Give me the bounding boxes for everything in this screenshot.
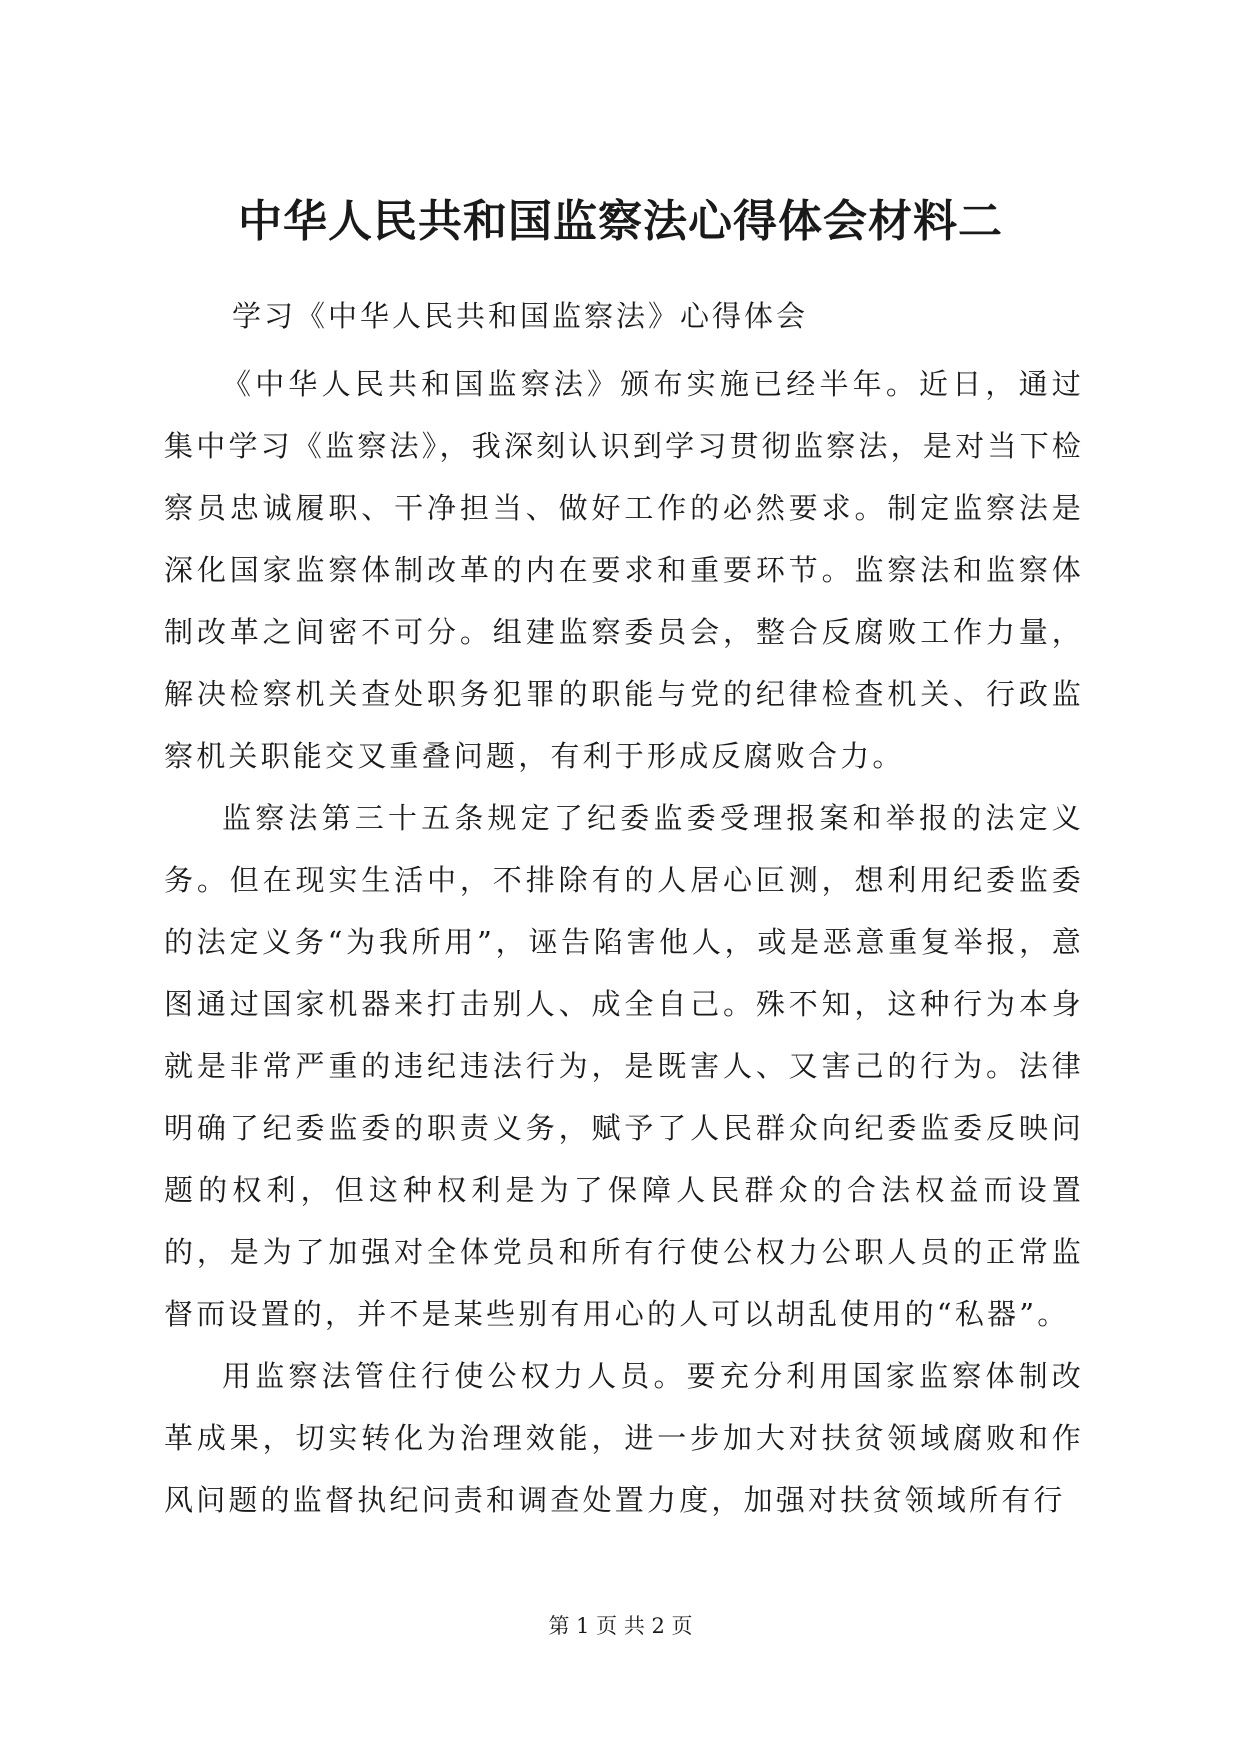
page-footer xyxy=(0,1611,1241,1641)
document-subtitle: 学习《中华人民共和国监察法》心得体会 xyxy=(232,299,809,333)
paragraph: 用监察法管住行使公权力人员。要充分利用国家监察体制改革成果，切实转化为治理效能，进一步加大对扶贫领域腐败和作风问题的监督执纪问责和调查处置力度，加强对扶贫领域所有行 xyxy=(164,1359,1084,1517)
page-number-label: 第 1 页 共 2 页 xyxy=(548,1614,693,1638)
paragraph: 《中华人民共和国监察法》颁布实施已经半年。近日，通过集中学习《监察法》，我深刻认识到学习贯彻监察法，是对当下检察员忠诚履职、干净担当、做好工作的必然要求。制定监察法是深化国家监察体制改革的内在要求和重要环节。监察法和监察体制改革之间密不可分。组建监察委员会，整合反腐败工作力量，解决检察机关查处职务犯罪的职能与党的纪律检查机关、行政监察机关职能交叉重叠问题，有利于形成反腐败合力。 xyxy=(164,367,1084,773)
document-body xyxy=(164,353,1084,1531)
document-title: 中华人民共和国监察法心得体会材料二 xyxy=(238,196,1003,247)
paragraph: 监察法第三十五条规定了纪委监委受理报案和举报的法定义务。但在现实生活中，不排除有的人居心叵测，想利用纪委监委的法定义务“为我所用”，诬告陷害他人，或是恶意重复举报，意图通过国家机器来打击别人、成全自己。殊不知，这种行为本身就是非常严重的违纪违法行为，是既害人、又害己的行为。法律明确了纪委监委的职责义务，赋予了人民群众向纪委监委反映问题的权利，但这种权利是为了保障人民群众的合法权益而设置的，是为了加强对全体党员和所有行使公权力公职人员的正常监督而设置的，并不是某些别有用心的人可以胡乱使用的“私器”。 xyxy=(164,801,1084,1331)
